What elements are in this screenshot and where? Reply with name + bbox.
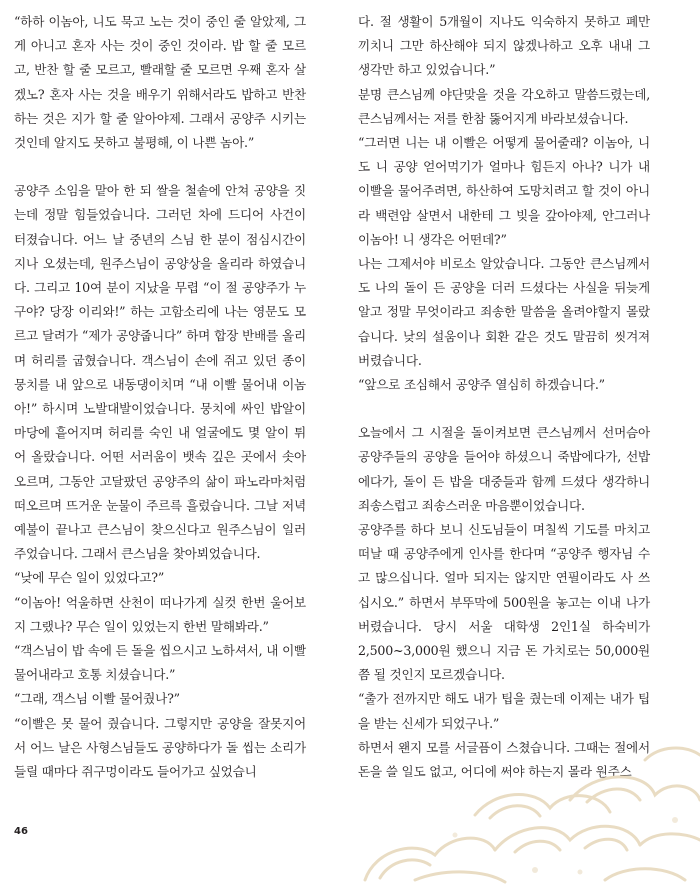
paragraph: “출가 전까지만 해도 내가 팁을 줬는데 이제는 내가 팁을 받는 신세가 되었구나.” (358, 691, 650, 731)
paragraph-gap (358, 397, 650, 421)
cloud-pattern-decoration (355, 740, 700, 885)
paragraph: “이빨은 못 물어 줬습니다. 그렇지만 공양을 잘못지어서 어느 날은 사형스님들도 공양하다가 돌 씹는 소리가 들릴 때마다 쥐구멍이라도 들어가고 싶었습니 (14, 715, 306, 780)
paragraph: “그러면 니는 내 이빨은 어떻게 물어줄래? 이놈아, 니도 니 공양 얻어먹기가 얼마나 힘든지 아나? 니가 내 이빨을 물어주려면, 하산하여 도망치려고 할 것이 아니라 백련암 살면서 내한테 그 빚을 갚아야제, 안그러나 이놈아! 니 생각은 어떤데?” (358, 135, 650, 247)
paragraph: “그래, 객스님 이빨 물어줬나?” (14, 691, 180, 707)
paragraph: “이놈아! 억울하면 산천이 떠나가게 실컷 한번 울어보지 그랬나? 무슨 일이 있었는지 한번 말해봐라.” (14, 594, 306, 634)
paragraph: 분명 큰스님께 야단맞을 것을 각오하고 말씀드렸는데, 큰스님께서는 저를 한참 뚫어지게 바라보셨습니다. (358, 86, 650, 126)
right-column (358, 10, 650, 784)
left-column (14, 10, 306, 784)
paragraph: 다. 절 생활이 5개월이 지나도 익숙하지 못하고 폐만 끼치니 그만 하산해야 되지 않겠나하고 오후 내내 그 생각만 하고 있었습니다.” (358, 14, 650, 78)
paragraph: “앞으로 조심해서 공양주 열심히 하겠습니다.” (358, 377, 605, 393)
paragraph: 공양주를 하다 보니 신도님들이 며칠씩 기도를 마치고 떠날 때 공양주에게 인사를 한다며 “공양주 행자님 수고 많으십니다. 얼마 되지는 않지만 연필이라도 사 쓰십시오.” 하면서 부뚜막에 500원을 놓고는 이내 나가버렸습니다. 당시 서울 대학생 2인1실 하숙비가 2,500~3,000원 했으니 지금 돈 가치로는 50,000원쯤 될 것인지 모르겠습니다. (358, 522, 650, 683)
paragraph: “낮에 무슨 일이 있었다고?” (14, 570, 165, 586)
paragraph: 하면서 왠지 모를 서글픔이 스쳤습니다. 그때는 절에서 돈을 쓸 일도 없고, 어디에 써야 하는지 몰라 원주스 (358, 739, 650, 780)
page-number: 46 (14, 826, 28, 837)
paragraph: 공양주 소임을 맡아 한 되 쌀을 철솥에 안쳐 공양을 짓는데 정말 힘들었습니다. 그러던 차에 드디어 사건이 터졌습니다. 어느 날 중년의 스님 한 분이 점심시간이 지나 오셨는데, 원주스님이 공양상을 올리라 하였습니다. 그리고 10여 분이 지났을 무렵 “이 절 공양주가 누구야? 당장 이리와!” 하는 고함소리에 나는 영문도 모르고 달려가 “제가 공양줍니다” 하며 합장 반배를 올리며 허리를 굽혔습니다. 객스님이 손에 쥐고 있던 종이 뭉치를 내 앞으로 내동댕이치며 “내 이빨 물어내 이놈아!” 하시며 노발대발이었습니다. 뭉치에 싸인 밥알이 마당에 흩어지며 허리를 숙인 내 얼굴에도 몇 알이 튀어 올랐습니다. 어떤 서러움이 뱃속 깊은 곳에서 솟아오르며, 그동안 고달팠던 공양주의 삶이 파노라마처럼 떠오르며 뜨거운 눈물이 주르륵 흘렀습니다. 그날 저녁예불이 끝나고 큰스님이 찾으신다고 원주스님이 일러 주었습니다. 그래서 큰스님을 찾아뵈었습니다. (14, 183, 306, 562)
paragraph-gap (14, 155, 306, 179)
paragraph: 오늘에서 그 시절을 돌이켜보면 큰스님께서 선머슴아 공양주들의 공양을 들어야 하셨으니 죽밥에다가, 선밥에다가, 돌이 든 밥을 대중들과 함께 드셨다 생각하니 죄송스럽고 죄송스러운 마음뿐이었습니다. (358, 425, 650, 513)
paragraph: “하하 이놈아, 니도 묵고 노는 것이 중인 줄 알았제, 그게 아니고 혼자 사는 것이 중인 것이라. 밥 할 줄 모르고, 반찬 할 줄 모르고, 빨래할 줄 모르면 우째 혼자 살겠노? 혼자 사는 것을 배우기 위해서라도 밥하고 반찬 하는 것은 지가 할 줄 알아야제. 그래서 공양주 시키는 것인데 알지도 못하고 불평해, 이 나쁜 놈아.” (14, 14, 306, 151)
paragraph: 나는 그제서야 비로소 알았습니다. 그동안 큰스님께서도 나의 돌이 든 공양을 더러 드셨다는 사실을 뒤늦게 알고 정말 무엇이라고 죄송한 말씀을 올려야할지 몰랐습니다. 낮의 설움이나 회환 같은 것도 말끔히 씻겨져버렸습니다. (358, 256, 650, 368)
paragraph: “객스님이 밥 속에 든 돌을 씹으시고 노하셔서, 내 이빨 물어내라고 호통 치셨습니다.” (14, 643, 306, 683)
